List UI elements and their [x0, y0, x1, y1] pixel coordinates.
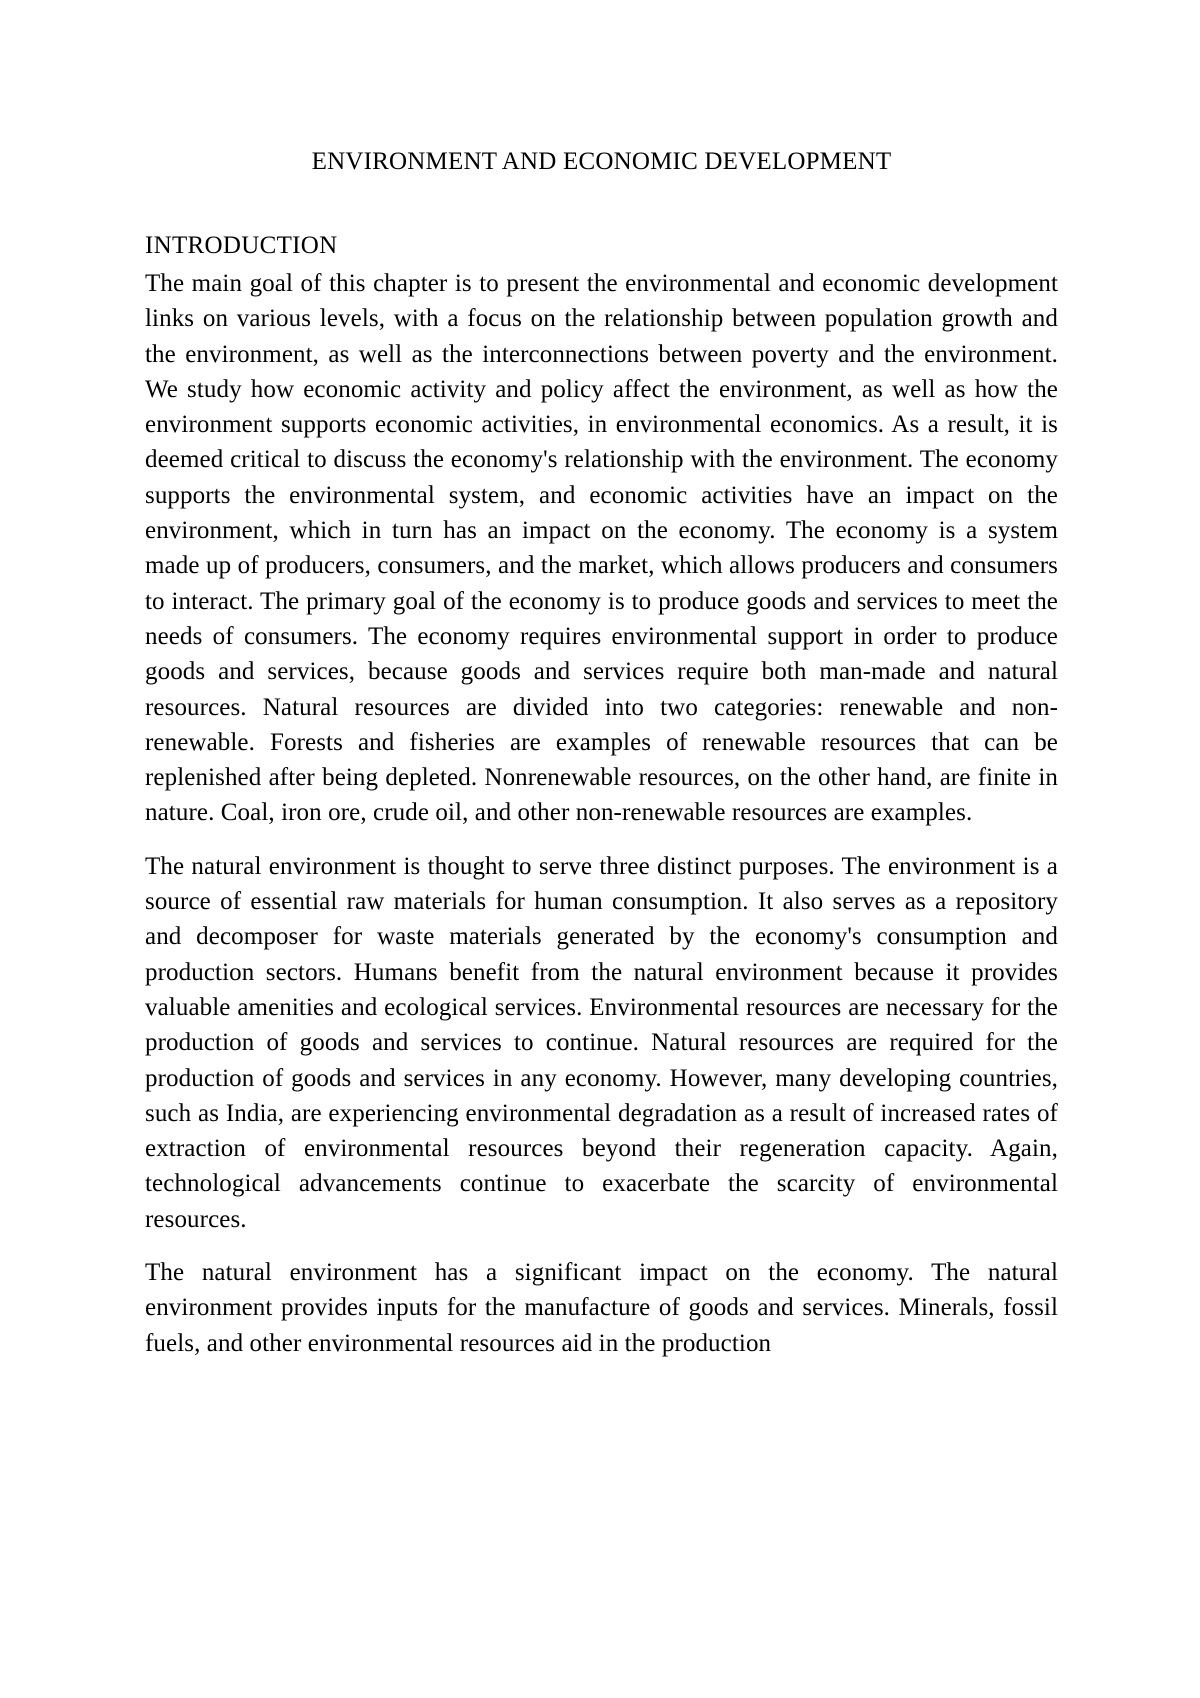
paragraph-1: The main goal of this chapter is to present the environmental and economic development links on various levels, with a focus on the relationship between population growth and the environment, as well as the interconnections between poverty and the environment. We study how economic activity and policy affect the environment, as well as how the environment supports economic activities, in environmental economics. As a result, it is deemed critical to discuss the economy's relationship with the environment. The economy supports the environmental system, and economic activities have an impact on the environment, which in turn has an impact on the economy. The economy is a system made up of producers, consumers, and the market, which allows producers and consumers to interact. The primary goal of the economy is to produce goods and services to meet the needs of consumers. The economy requires environmental support in order to produce goods and services, because goods and services require both man-made and natural resources. Natural resources are divided into two categories: renewable and non-renewable. Forests and fisheries are examples of renewable resources that can be replenished after being depleted. Nonrenewable resources, on the other hand, are finite in nature. Coal, iron ore, crude oil, and other non-renewable resources are examples.	[145, 270, 1058, 827]
document-title: ENVIRONMENT AND ECONOMIC DEVELOPMENT	[311, 148, 892, 175]
paragraph-2: The natural environment is thought to serve three distinct purposes. The environment is a source of essential raw materials for human consumption. It also serves as a repository and decomposer for waste materials generated by the economy's consumption and production sectors. Humans benefit from the natural environment because it provides valuable amenities and ecological services. Environmental resources are necessary for the production of goods and services to continue. Natural resources are required for the production of goods and services in any economy. However, many developing countries, such as India, are experiencing environmental degradation as a result of increased rates of extraction of environmental resources beyond their regeneration capacity. Again, technological advancements continue to exacerbate the scarcity of environmental resources.	[145, 852, 1058, 1233]
document-body	[145, 144, 1058, 1361]
paragraph-3: The natural environment has a significant impact on the economy. The natural environment provides inputs for the manufacture of goods and services. Minerals, fossil fuels, and other environmental resources aid in the production	[145, 1259, 1058, 1357]
section-heading-introduction: INTRODUCTION	[145, 232, 338, 259]
